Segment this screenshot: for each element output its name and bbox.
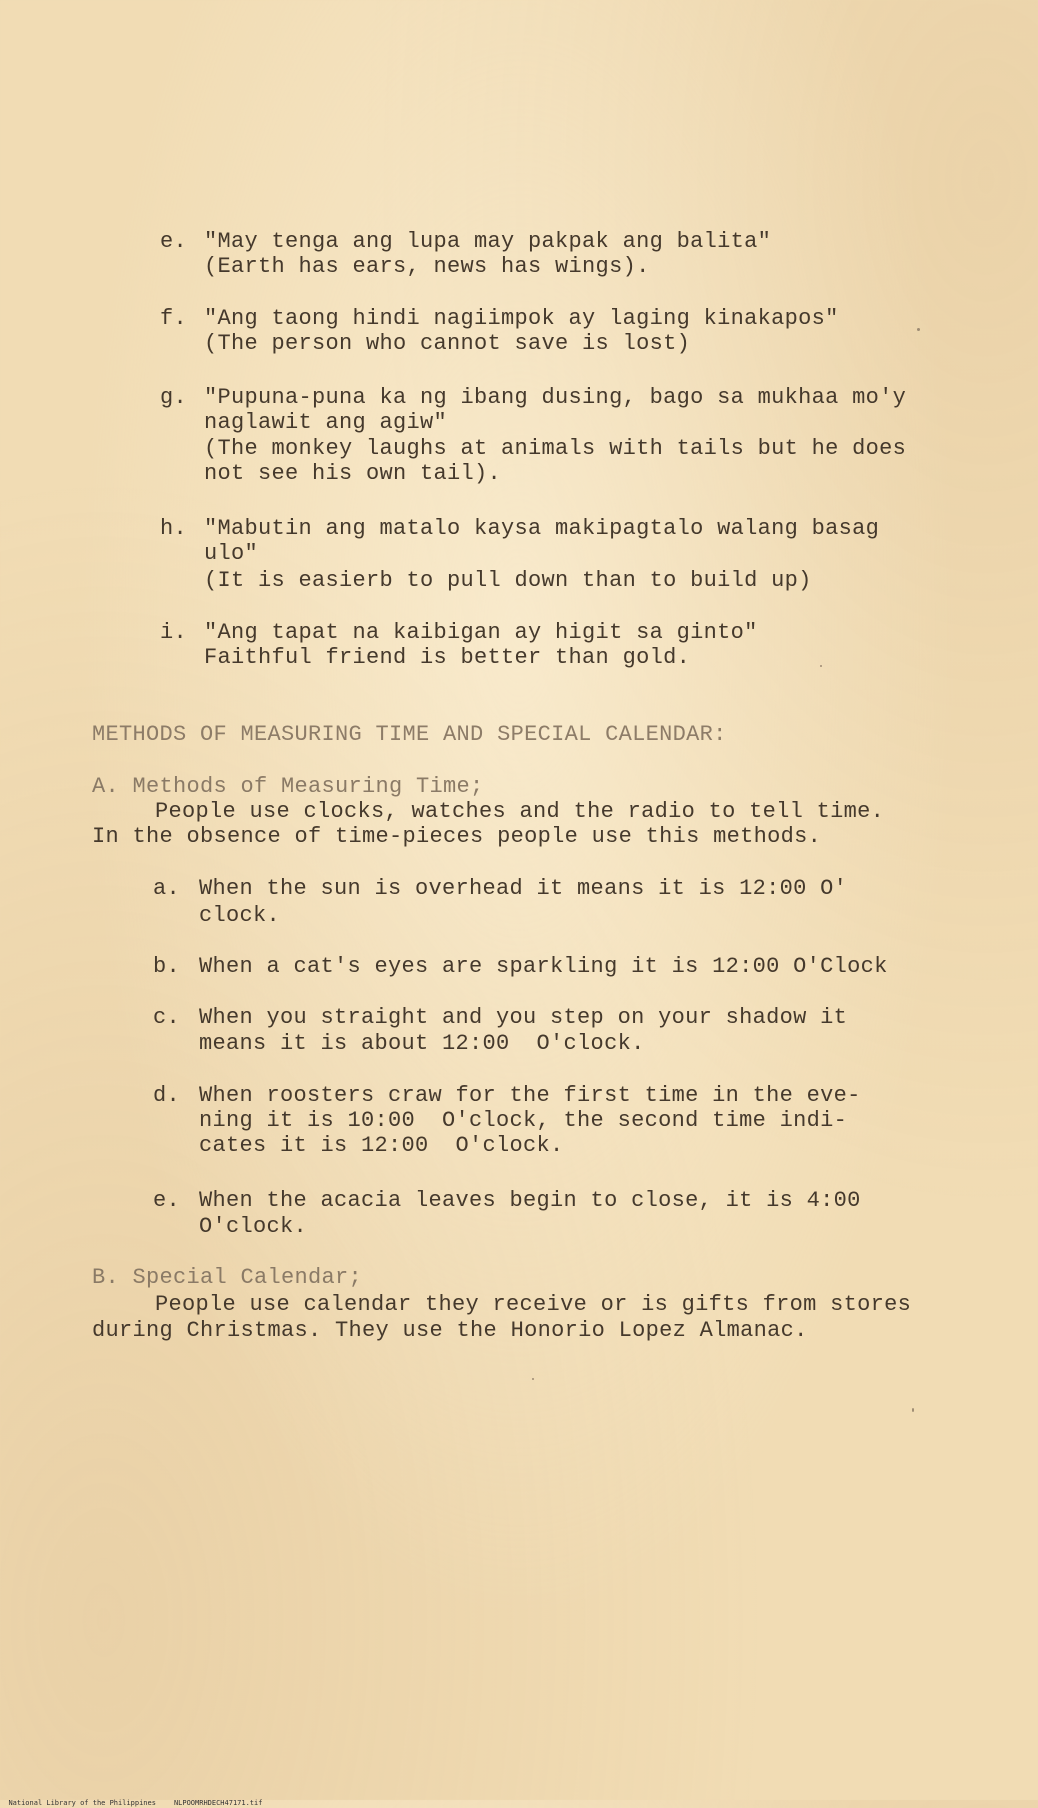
proverb-h-line-1: "Mabutin ang matalo kaysa makipagtalo walang basag <box>204 516 880 541</box>
method-a-letter: a. <box>153 876 181 901</box>
method-d-letter: d. <box>153 1083 181 1108</box>
method-c-line-1: When you straight and you step on your shadow it <box>199 1005 848 1030</box>
proverb-f-line-1: "Ang taong hindi nagiimpok ay laging kinakapos" <box>204 306 839 331</box>
archive-footer <box>0 1790 280 1808</box>
footer-institution: National Library of the Philippines <box>8 1799 156 1807</box>
proverb-e-letter: e. <box>160 229 188 254</box>
part-b-title: B. Special Calendar; <box>92 1265 363 1290</box>
method-e-line-2: O'clock. <box>199 1214 308 1239</box>
proverb-g-letter: g. <box>160 385 188 410</box>
proverb-i-line-1: "Ang tapat na kaibigan ay higit sa ginto" <box>204 620 758 645</box>
method-b-line-1: When a cat's eyes are sparkling it is 12:00 O'Clock <box>199 954 888 979</box>
paper-speck <box>820 665 822 667</box>
method-e-line-1: When the acacia leaves begin to close, it is 4:00 <box>199 1188 861 1213</box>
proverb-g-line-4: not see his own tail). <box>204 461 502 486</box>
proverb-g-line-1: "Pupuna-puna ka ng ibang dusing, bago sa mukhaa mo'y <box>204 385 907 410</box>
part-b-line-1: People use calendar they receive or is gifts from stores <box>155 1292 912 1317</box>
part-b-line-2: during Christmas. They use the Honorio Lopez Almanac. <box>92 1318 808 1343</box>
part-a-title: A. Methods of Measuring Time; <box>92 774 484 799</box>
method-a-line-2: clock. <box>199 903 281 928</box>
method-c-letter: c. <box>153 1005 181 1030</box>
proverb-i-line-2: Faithful friend is better than gold. <box>204 645 691 670</box>
method-d-line-2: ning it is 10:00 O'clock, the second time indi- <box>199 1108 848 1133</box>
section-heading: METHODS OF MEASURING TIME AND SPECIAL CALENDAR: <box>92 722 727 747</box>
method-d-line-1: When roosters craw for the first time in the eve- <box>199 1083 861 1108</box>
paper-speck <box>917 328 920 331</box>
part-a-intro-line-1: People use clocks, watches and the radio to tell time. <box>155 799 885 824</box>
method-d-line-3: cates it is 12:00 O'clock. <box>199 1133 564 1158</box>
proverb-f-letter: f. <box>160 306 188 331</box>
method-c-line-2: means it is about 12:00 O'clock. <box>199 1031 645 1056</box>
proverb-g-line-2: naglawit ang agiw" <box>204 410 448 435</box>
proverb-i-letter: i. <box>160 620 188 645</box>
proverb-g-line-3: (The monkey laughs at animals with tails but he does <box>204 436 907 461</box>
paper-speck <box>912 1408 914 1412</box>
part-a-intro-line-2: In the obsence of time-pieces people use this methods. <box>92 824 822 849</box>
proverb-f-line-2: (The person who cannot save is lost) <box>204 331 691 356</box>
method-e-letter: e. <box>153 1188 181 1213</box>
method-b-letter: b. <box>153 954 181 979</box>
method-a-line-1: When the sun is overhead it means it is 12:00 O' <box>199 876 848 901</box>
proverb-e-line-2: (Earth has ears, news has wings). <box>204 254 650 279</box>
proverb-h-line-2: ulo" <box>204 541 259 566</box>
footer-file-id: NLPOOMRHDECH47171.tif <box>173 1799 263 1807</box>
paper-speck <box>532 1378 534 1380</box>
proverb-e-line-1: "May tenga ang lupa may pakpak ang balita" <box>204 229 772 254</box>
proverb-h-line-3: (It is easierb to pull down than to build up) <box>204 568 812 593</box>
proverb-h-letter: h. <box>160 516 188 541</box>
